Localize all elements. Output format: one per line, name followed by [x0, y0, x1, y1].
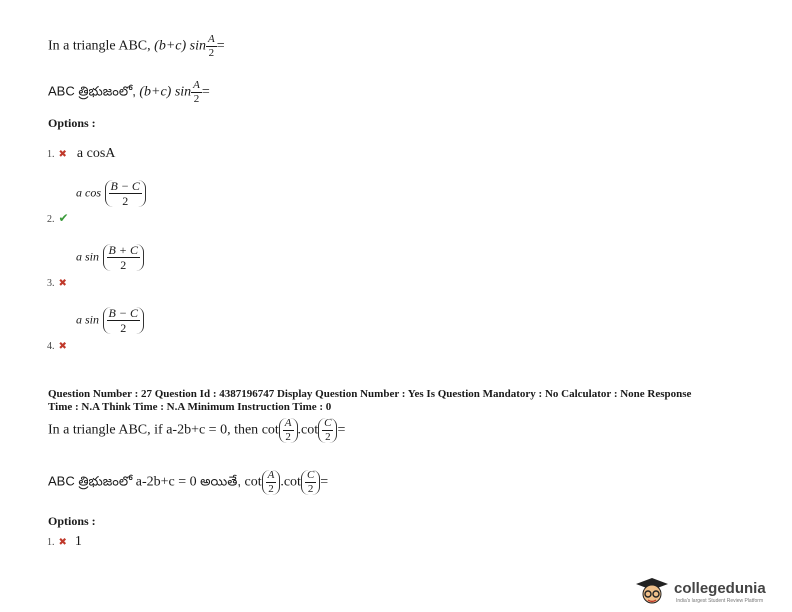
q2-te-suffix: అయితే,: [200, 473, 241, 489]
q1-option-1: [47, 144, 115, 162]
q2-telugu: [48, 470, 328, 495]
option-text: 1: [74, 534, 82, 549]
q1-option-4-expr: [76, 307, 144, 334]
q2-en-text: In a triangle ABC, if a-2b+c = 0, then: [48, 422, 259, 438]
option-number: 3.: [47, 278, 55, 289]
q2-te-paren-2: $\frac{C}{2}$: [301, 470, 320, 495]
q1-te-expr: (b+c) sin: [139, 84, 192, 100]
option-paren: $\frac{B + C}{2}$: [103, 244, 144, 271]
q1-option-4-marker: [47, 336, 67, 354]
q1-te-frac: $\frac{A}{2}$: [193, 79, 200, 105]
logo-name: collegedunia: [674, 580, 766, 597]
q1-options-label: Options :: [48, 116, 96, 130]
q1-option-2-marker: [47, 209, 69, 227]
q1-eq: =: [216, 38, 225, 54]
q2-te-mid: a-2b+c = 0: [135, 474, 197, 490]
q1-frac: $\frac{A}{2}$: [207, 33, 215, 59]
q1-expr: (b+c) sin: [154, 38, 206, 54]
q2-te-cot-2: .cot: [280, 474, 301, 490]
q2-te-cot-1: cot: [244, 474, 262, 490]
logo-mascot-icon: [632, 576, 672, 608]
meta-line-2: Time : N.A Think Time : N.A Minimum Instruction Time : 0: [48, 401, 332, 413]
wrong-mark-icon: ✖: [58, 537, 67, 548]
option-number: 1.: [47, 537, 55, 548]
wrong-mark-icon: ✖: [58, 278, 67, 289]
option-text: a cosA: [76, 146, 116, 161]
q2-te-eq: =: [320, 474, 329, 490]
wrong-mark-icon: ✖: [58, 341, 67, 352]
wrong-mark-icon: ✖: [58, 149, 67, 160]
q1-te-eq: =: [201, 84, 210, 100]
option-fn: a sin: [76, 312, 100, 327]
option-paren: $\frac{B - C}{2}$: [103, 307, 144, 334]
meta-line-1: Question Number : 27 Question Id : 4387196747 Display Question Number : Yes Is Question Mandatory : No Calculator : None Response: [48, 388, 692, 400]
option-fn: a sin: [76, 249, 100, 264]
q2-option-1: [47, 532, 82, 550]
q2-cot-1: cot: [261, 422, 279, 438]
option-paren: $\frac{B - C}{2}$: [105, 180, 146, 207]
q2-cot-2: .cot: [297, 422, 319, 438]
q2-te-prefix: ABC త్రిభుజంలో: [48, 473, 133, 489]
q1-english: [48, 34, 225, 59]
q1-telugu: [48, 80, 210, 105]
q1-en-text: In a triangle ABC,: [48, 38, 151, 54]
q1-option-3-expr: [76, 244, 144, 271]
logo-tagline: India's largest Student Review Platform: [676, 598, 764, 604]
option-number: 4.: [47, 341, 55, 352]
question-meta: [48, 388, 768, 414]
q1-te-text: ABC త్రిభుజంలో,: [48, 83, 136, 99]
q2-paren-1: $\frac{A}{2}$: [279, 418, 298, 443]
q1-option-2-expr: [76, 180, 146, 207]
q1-option-3-marker: [47, 273, 67, 291]
correct-check-icon: ✔: [58, 211, 69, 225]
option-fn: a cos: [76, 185, 101, 200]
q2-paren-2: $\frac{C}{2}$: [318, 418, 337, 443]
q2-eq: =: [337, 422, 346, 438]
q2-options-label: Options :: [48, 514, 96, 528]
q2-te-paren-1: $\frac{A}{2}$: [262, 470, 281, 495]
option-number: 1.: [47, 149, 55, 160]
option-number: 2.: [47, 214, 55, 225]
collegedunia-logo: [632, 576, 782, 608]
q2-english: [48, 418, 345, 443]
